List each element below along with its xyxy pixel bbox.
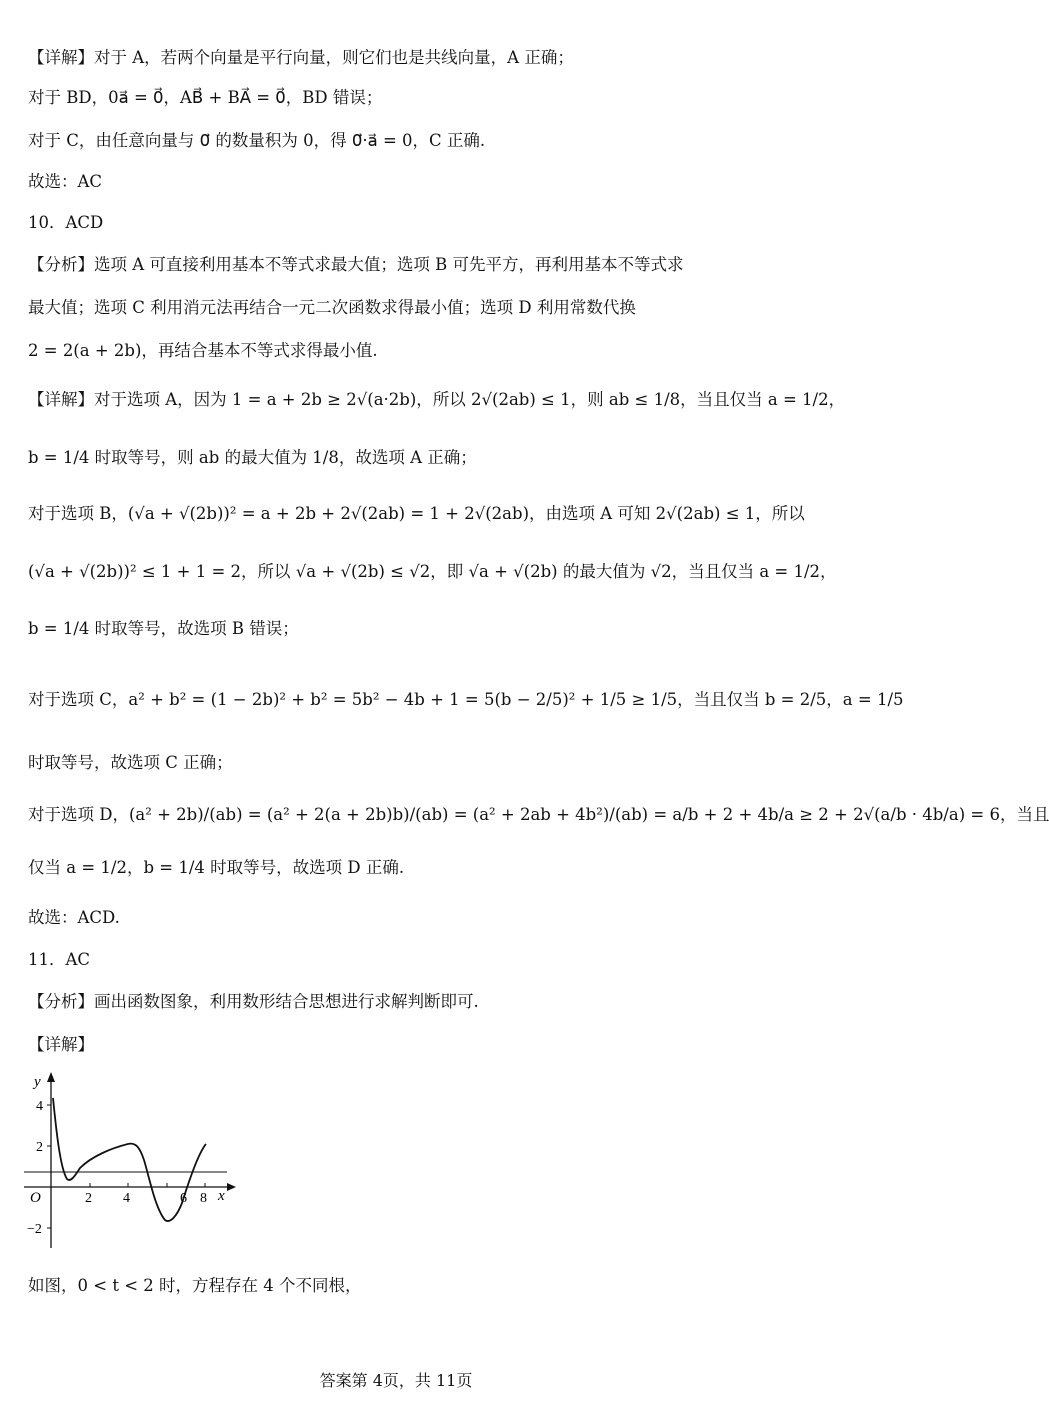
x-axis-arrow [227,1183,236,1191]
function-graph [22,1068,240,1254]
text-line: 11．AC [28,950,91,969]
text-line: 对于 C，由任意向量与 0⃗ 的数量积为 0，得 0⃗·a⃗ = 0，C 正确. [28,131,486,150]
page-footer: 答案第 4页，共 11页 [319,1371,473,1390]
text-line: 故选：AC [28,172,103,191]
text-line: 【详解】对于 A，若两个向量是平行向量，则它们也是共线向量，A 正确； [28,48,574,67]
text-line: 时取等号，故选项 C 正确； [28,753,233,772]
origin-label: O [30,1190,41,1206]
y-axis-label: y [34,1074,41,1090]
y-tick-label: −2 [27,1222,42,1237]
text-line: (√a + √(2b))² ≤ 1 + 1 = 2，所以 √a + √(2b) ≤ √2，即 √a + √(2b) 的最大值为 √2，当且仅当 a = 1/2， [28,562,837,581]
text-line: 【分析】选项 A 可直接利用基本不等式求最大值；选项 B 可先平方，再利用基本不等式求 [28,255,684,274]
y-tick-label: 4 [36,1099,43,1114]
text-line: 对于选项 D，(a² + 2b)/(ab) = (a² + 2(a + 2b)b)/(ab) = (a² + 2ab + 4b²)/(ab) = a/b + 2 + 4b/a ≥ 2 + 2√(a/b · 4b/a) = 6，当且 [28,805,1049,824]
text-line: 对于 BD，0a⃗ = 0⃗，AB⃗ + BA⃗ = 0⃗，BD 错误； [28,88,383,107]
text-line: b = 1/4 时取等号，故选项 B 错误； [28,619,299,638]
x-axis-label: x [218,1188,225,1204]
x-tick-label: 4 [123,1191,130,1206]
text-line: 最大值；选项 C 利用消元法再结合一元二次函数求得最小值；选项 D 利用常数代换 [28,298,636,317]
text-line: b = 1/4 时取等号，则 ab 的最大值为 1/8，故选项 A 正确； [28,448,477,467]
text-line: 故选：ACD. [28,908,120,927]
text-line: 对于选项 C，a² + b² = (1 − 2b)² + b² = 5b² − 4b + 1 = 5(b − 2/5)² + 1/5 ≥ 1/5，当且仅当 b = 2/5，a = 1/5 [28,690,904,709]
text-line: 【分析】画出函数图象，利用数形结合思想进行求解判断即可. [28,992,479,1011]
x-tick-label: 8 [200,1191,207,1206]
text-line: 对于选项 B，(√a + √(2b))² = a + 2b + 2√(2ab) = 1 + 2√(2ab)，由选项 A 可知 2√(2ab) ≤ 1，所以 [28,504,805,523]
y-tick-label: 2 [36,1140,43,1155]
text-line: 10．ACD [28,213,104,232]
x-tick-label: 2 [85,1191,92,1206]
text-line: 如图，0 < t < 2 时，方程存在 4 个不同根， [28,1276,362,1295]
text-line: 仅当 a = 1/2，b = 1/4 时取等号，故选项 D 正确. [28,858,405,877]
text-line: 【详解】对于选项 A，因为 1 = a + 2b ≥ 2√(a·2b)，所以 2√(2ab) ≤ 1，则 ab ≤ 1/8，当且仅当 a = 1/2， [28,390,846,409]
text-line: 【详解】 [28,1035,94,1054]
x-tick-label: 6 [180,1191,187,1206]
text-line: 2 = 2(a + 2b)，再结合基本不等式求得最小值. [28,341,378,360]
y-axis-arrow [47,1072,55,1082]
